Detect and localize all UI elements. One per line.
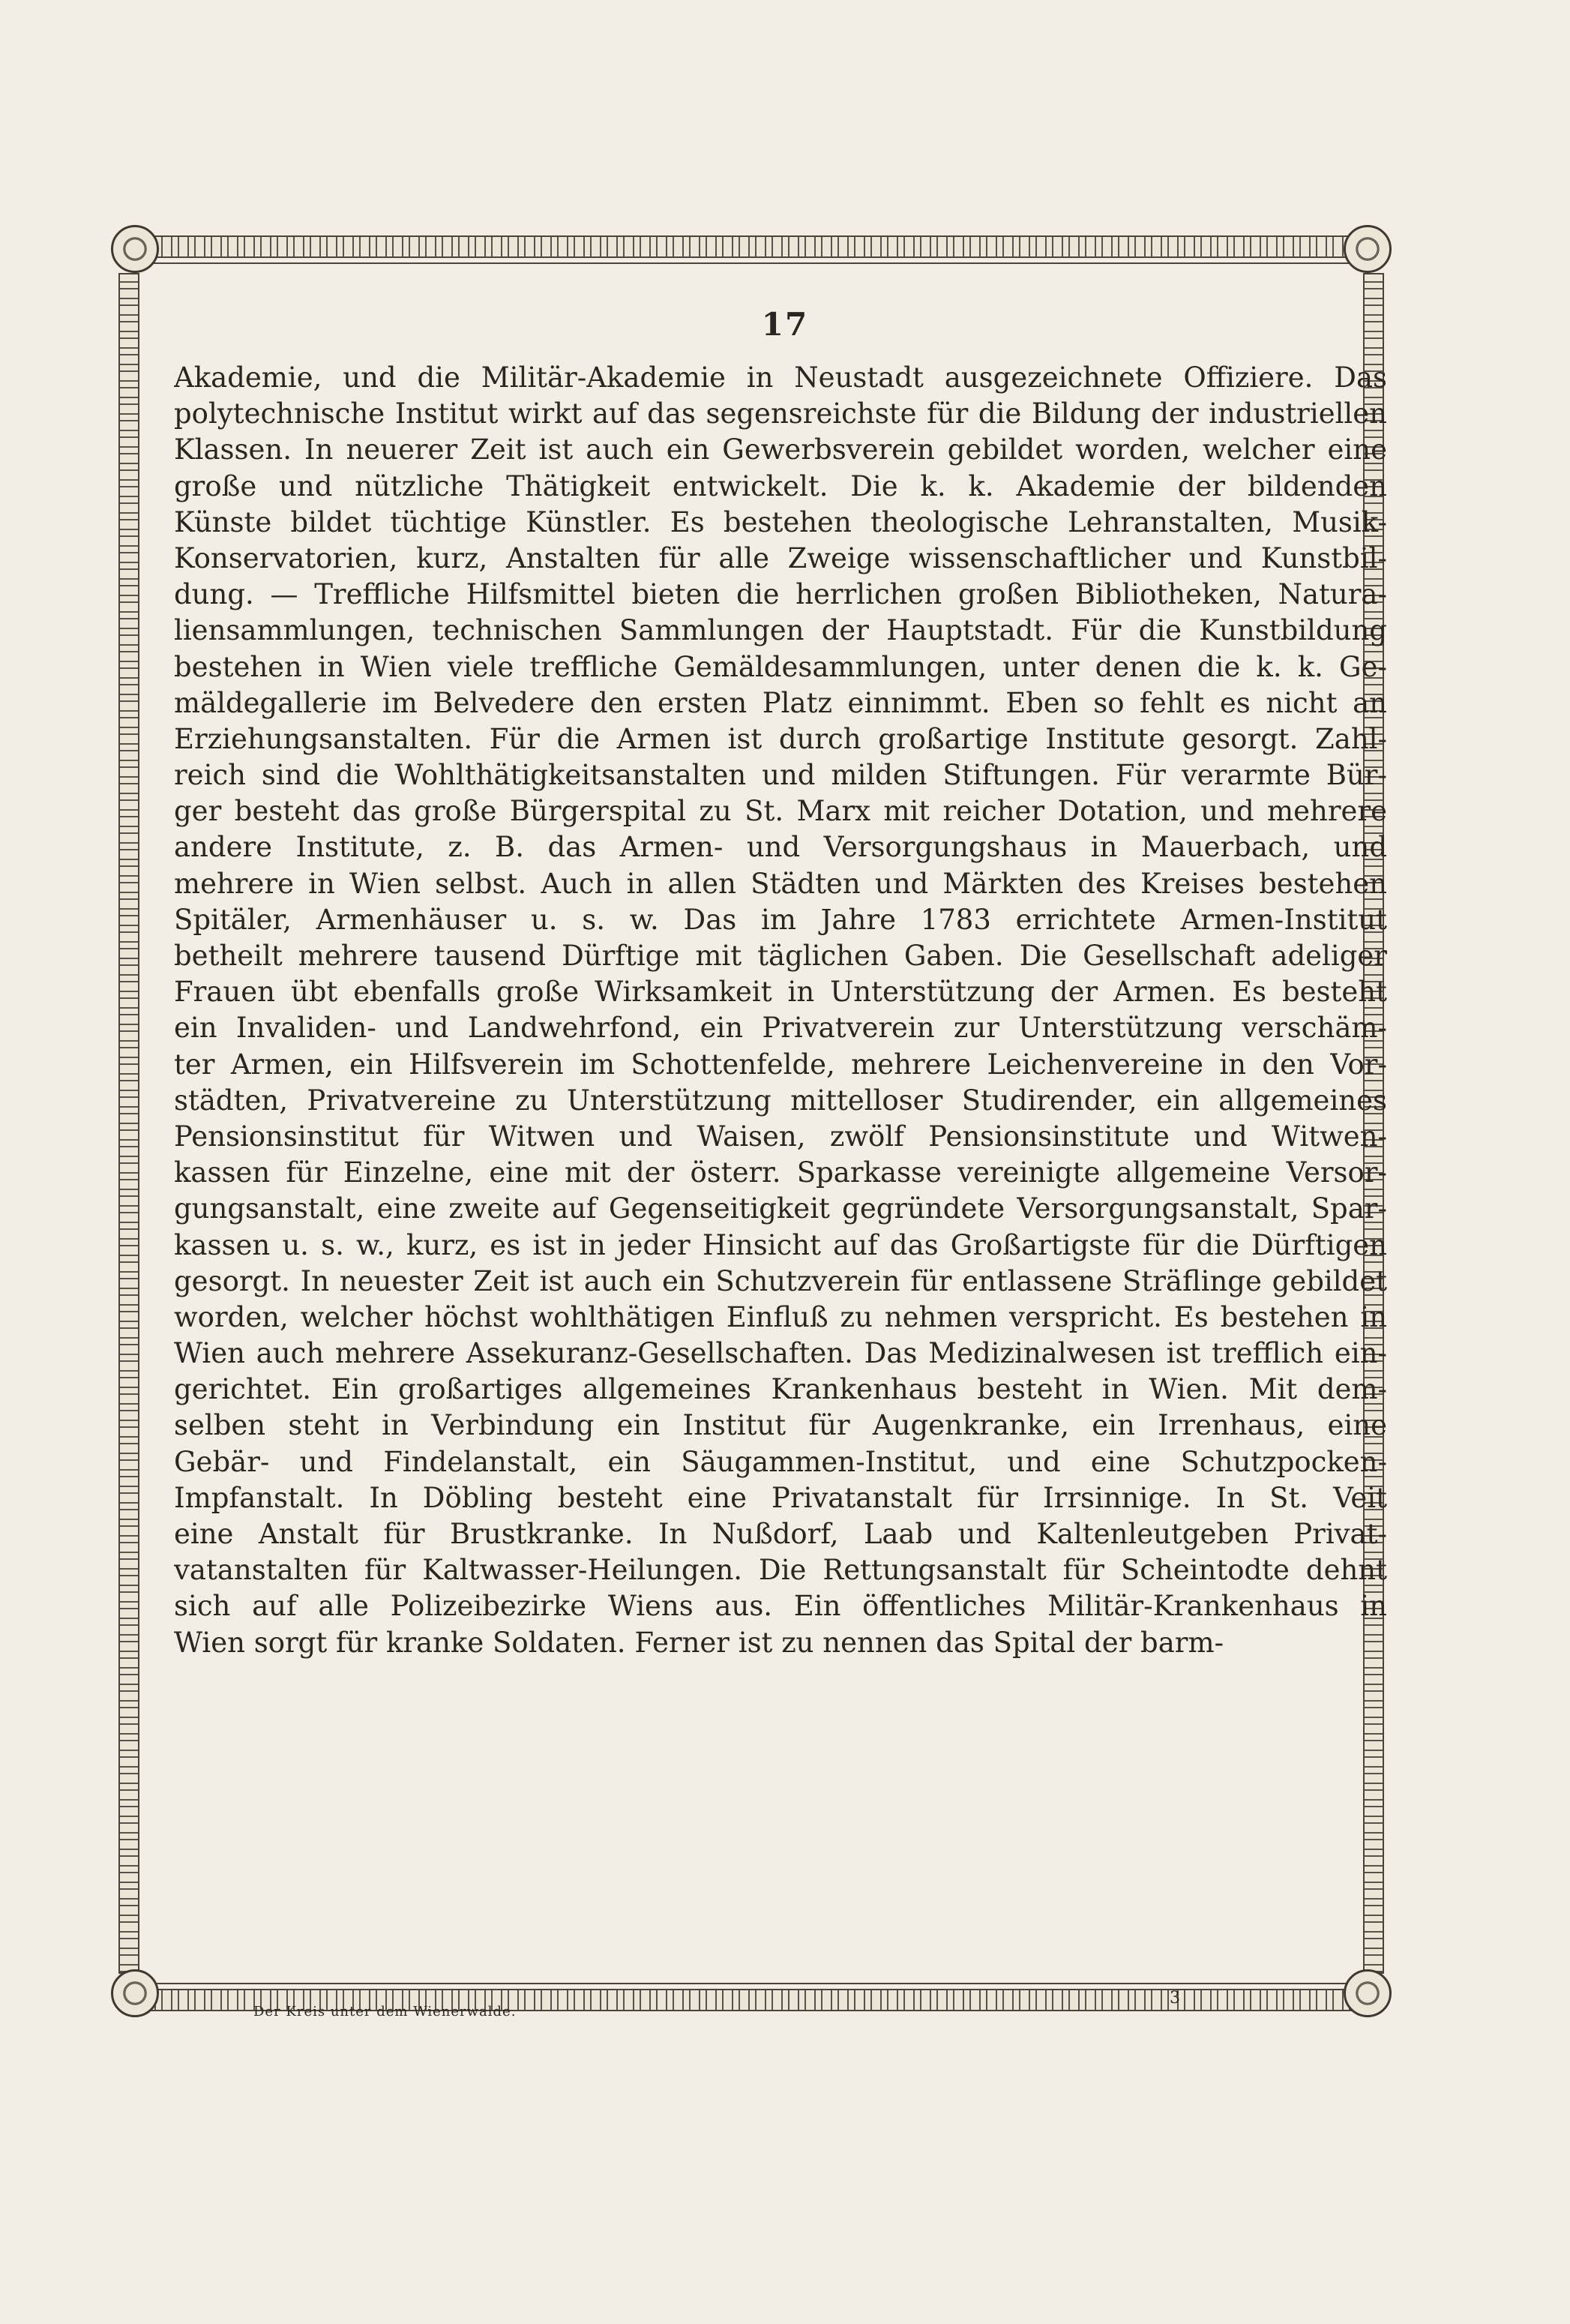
text-line: Impfanstalt. In Döbling besteht eine Privatanstalt für Irrsinnige. In St. Veit bbox=[174, 1481, 1387, 1514]
text-line: betheilt mehrere tausend Dürftige mit täglichen Gaben. Die Gesellschaft adeliger bbox=[174, 940, 1387, 972]
frame-border-left bbox=[118, 273, 139, 1974]
footer-signature-mark: 3 bbox=[1170, 1989, 1180, 2008]
text-line: eine Anstalt für Brustkranke. In Nußdorf, Laab und Kaltenleutgeben Privat- bbox=[174, 1518, 1387, 1550]
text-line: reich sind die Wohlthätigkeitsanstalten und milden Stiftungen. Für verarmte Bür- bbox=[174, 759, 1387, 792]
body-text bbox=[174, 360, 1387, 1661]
text-line: bestehen in Wien viele treffliche Gemäldesammlungen, unter denen die k. k. Ge- bbox=[174, 650, 1387, 683]
footer-running-title: Der Kreis unter dem Wienerwalde. bbox=[253, 2004, 517, 2020]
text-line: Gebär- und Findelanstalt, ein Säugammen-Institut, und eine Schutzpocken- bbox=[174, 1445, 1387, 1478]
frame-rule-top bbox=[141, 262, 1362, 264]
text-line: Erziehungsanstalten. Für die Armen ist durch großartige Institute gesorgt. Zahl- bbox=[174, 722, 1387, 755]
text-line: dung. — Treffliche Hilfsmittel bieten die herrlichen großen Bibliotheken, Natura- bbox=[174, 578, 1387, 611]
text-line: gerichtet. Ein großartiges allgemeines Krankenhaus besteht in Wien. Mit dem- bbox=[174, 1373, 1387, 1406]
frame-border-top bbox=[136, 235, 1366, 258]
text-line: Konservatorien, kurz, Anstalten für alle Zweige wissenschaftlicher und Kunstbil- bbox=[174, 541, 1387, 574]
text-line: ger besteht das große Bürgerspital zu St. Marx mit reicher Dotation, und mehrere bbox=[174, 795, 1387, 828]
frame-corner-ornament bbox=[1344, 225, 1392, 273]
text-line: Wien auch mehrere Assekuranz-Gesellschaften. Das Medizinalwesen ist trefflich ein- bbox=[174, 1337, 1387, 1370]
text-line: gungsanstalt, eine zweite auf Gegenseitigkeit gegründete Versorgungsanstalt, Spar- bbox=[174, 1192, 1387, 1225]
text-line: kassen für Einzelne, eine mit der österr. Sparkasse vereinigte allgemeine Versor- bbox=[174, 1156, 1387, 1189]
frame-corner-ornament bbox=[111, 225, 159, 273]
text-line: worden, welcher höchst wohlthätigen Einfluß zu nehmen verspricht. Es bestehen in bbox=[174, 1300, 1387, 1333]
text-line: polytechnische Institut wirkt auf das segensreichste für die Bildung der industriellen bbox=[174, 397, 1387, 430]
text-line: städten, Privatvereine zu Unterstützung mittelloser Studirender, ein allgemeines bbox=[174, 1084, 1387, 1117]
text-line: kassen u. s. w., kurz, es ist in jeder Hinsicht auf das Großartigste für die Dürftigen bbox=[174, 1228, 1387, 1261]
text-line: selben steht in Verbindung ein Institut für Augenkranke, ein Irrenhaus, eine bbox=[174, 1409, 1387, 1442]
text-line: Akademie, und die Militär-Akademie in Neustadt ausgezeichnete Offiziere. Das bbox=[174, 361, 1387, 394]
text-line: Spitäler, Armenhäuser u. s. w. Das im Jahre 1783 errichtete Armen-Institut bbox=[174, 903, 1387, 936]
text-line: mehrere in Wien selbst. Auch in allen Städten und Märkten des Kreises bestehen bbox=[174, 867, 1387, 900]
page-number: 17 bbox=[761, 306, 809, 343]
text-line: liensammlungen, technischen Sammlungen der Hauptstadt. Für die Kunstbildung bbox=[174, 614, 1387, 647]
frame-rule-bottom bbox=[141, 1983, 1362, 1984]
text-line: gesorgt. In neuester Zeit ist auch ein Schutzverein für entlassene Sträflinge gebildet bbox=[174, 1264, 1387, 1297]
text-line: ter Armen, ein Hilfsverein im Schottenfelde, mehrere Leichenvereine in den Vor- bbox=[174, 1048, 1387, 1081]
text-line: große und nützliche Thätigkeit entwickelt. Die k. k. Akademie der bildenden bbox=[174, 469, 1387, 502]
text-line: andere Institute, z. B. das Armen- und Versorgungshaus in Mauerbach, und bbox=[174, 831, 1387, 864]
text-line: Frauen übt ebenfalls große Wirksamkeit in Unterstützung der Armen. Es besteht bbox=[174, 976, 1387, 1009]
text-line: vatanstalten für Kaltwasser-Heilungen. Die Rettungsanstalt für Scheintodte dehnt bbox=[174, 1554, 1387, 1587]
text-line: mäldegallerie im Belvedere den ersten Platz einnimmt. Eben so fehlt es nicht an bbox=[174, 686, 1387, 719]
frame-corner-ornament bbox=[1344, 1969, 1392, 2017]
frame-corner-ornament bbox=[111, 1969, 159, 2017]
text-line: Pensionsinstitut für Witwen und Waisen, zwölf Pensionsinstitute und Witwen- bbox=[174, 1120, 1387, 1153]
text-line: Künste bildet tüchtige Künstler. Es bestehen theologische Lehranstalten, Musik- bbox=[174, 505, 1387, 538]
text-line: Klassen. In neuerer Zeit ist auch ein Gewerbsverein gebildet worden, welcher eine bbox=[174, 433, 1387, 466]
text-line: sich auf alle Polizeibezirke Wiens aus. Ein öffentliches Militär-Krankenhaus in bbox=[174, 1590, 1387, 1623]
text-line: ein Invaliden- und Landwehrfond, ein Privatverein zur Unterstützung verschäm- bbox=[174, 1012, 1387, 1045]
text-line: Wien sorgt für kranke Soldaten. Ferner ist zu nennen das Spital der barm- bbox=[174, 1626, 1224, 1659]
